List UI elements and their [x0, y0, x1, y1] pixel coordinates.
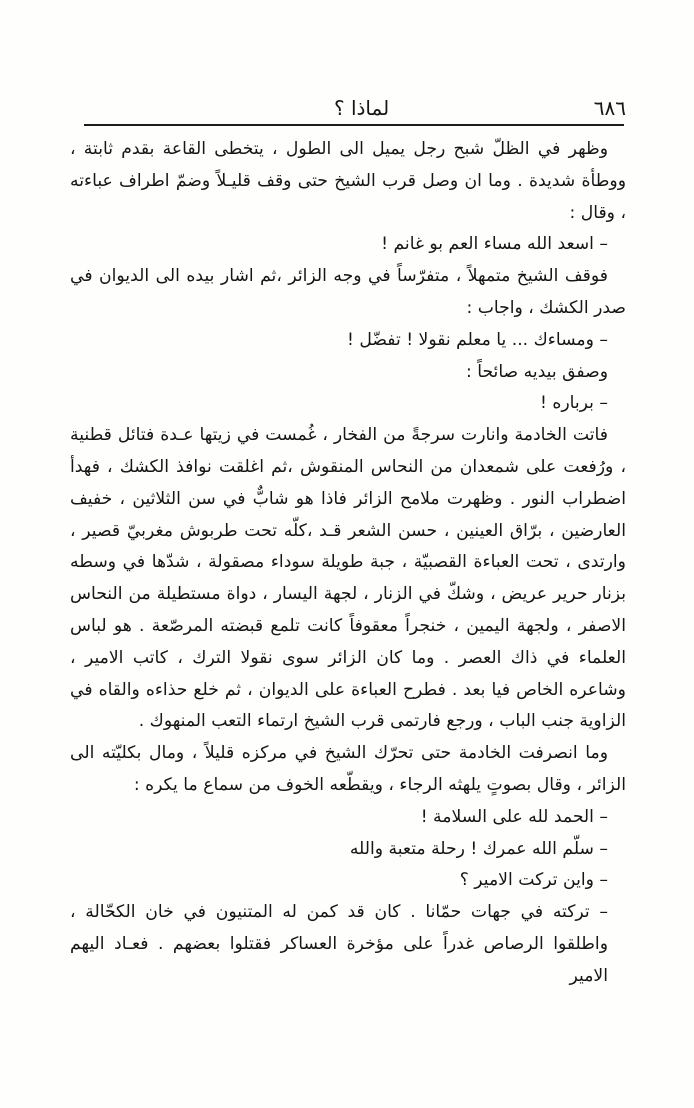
page-header	[96, 96, 626, 120]
page-body	[70, 134, 626, 993]
paragraph: فاتت الخادمة وانارت سرجةً من الفخار ، غُمست في زيتها عـدة فتائل قطنية ، ورُفعت على شمعدان من النحاس المنقوش ،ثم اغلقت نوافذ الكشك ، فهدأ اضطراب النور . وظهرت ملامح الزائر فاذا هو شابٌّ في سن الثلاثين ، خفيف العارضين ، برّاق العينين ، حسن الشعر قـد ،كلّه تحت طربوش مغربيّ قصير ، وارتدى ، تحت العباءة القصبيّة ، جبة طويلة سوداء مصقولة ، شدّها في وسطه بزنار حرير عريض ، وشكّ في الزنار ، لجهة اليسار ، دواة مستطيلة من النحاس الاصفر ، ولجهة اليمين ، خنجراً معقوفاً كانت تلمع قبضته المرصّعة . هو لباس العلماء في ذاك العصر . وما كان الزائر سوى نقولا الترك ، كاتب الامير ، وشاعره الخاص فيا بعد . فطرح العباءة على الديوان ، ثم خلع حذاءه والقاه في الزاوية جنب الباب ، ورجع فارتمى قرب الشيخ ارتماء التعب المنهوك .	[70, 425, 626, 732]
dialogue-line: – ومساءك ... يا معلم نقولا ! تفضّل !	[346, 329, 608, 350]
paragraph: فوقف الشيخ متمهلاً ، متفرّساً في وجه الزائر ،ثم اشار بيده الى الديوان في صدر الكشك ، واجاب :	[70, 266, 626, 318]
dialogue-line: – سلّم الله عمرك ! رحلة متعبة والله	[349, 838, 608, 859]
dialogue-line: – الحمد لله على السلامة !	[420, 806, 608, 827]
dialogue-line: – تركته في جهات حمّانا . كان قد كمن له المتنيون في خان الكحّالة ، واطلقوا الرصاص غدراً على مؤخرة العساكر فقتلوا بعضهم . فعـاد اليهم الامير	[70, 902, 608, 986]
paragraph: وصفق بيديه صائحاً :	[465, 361, 608, 382]
page-number: ٦٨٦	[593, 96, 626, 120]
paragraph: وظهر في الظلّ شبح رجل يميل الى الطول ، يتخطى القاعة بقدم ثابتة ، ووطأة شديدة . وما ان وصل قرب الشيخ حتى وقف قليـلاً وضمّ اطراف عباءته ، وقال :	[70, 139, 626, 223]
paragraph: وما انصرفت الخادمة حتى تحرّك الشيخ في مركزه قليلاً ، ومال بكليّته الى الزائر ، وقال بصوتٍ يلهثه الرجاء ، ويقطّعه الخوف من سماع ما يكره :	[70, 743, 626, 795]
dialogue-line: – واين تركت الامير ؟	[459, 870, 608, 891]
dialogue-line: – برباره !	[539, 393, 608, 414]
running-title: لماذا ؟	[334, 96, 390, 120]
dialogue-line: – اسعد الله مساء العم بو غانم !	[381, 234, 608, 255]
header-rule	[84, 124, 624, 126]
